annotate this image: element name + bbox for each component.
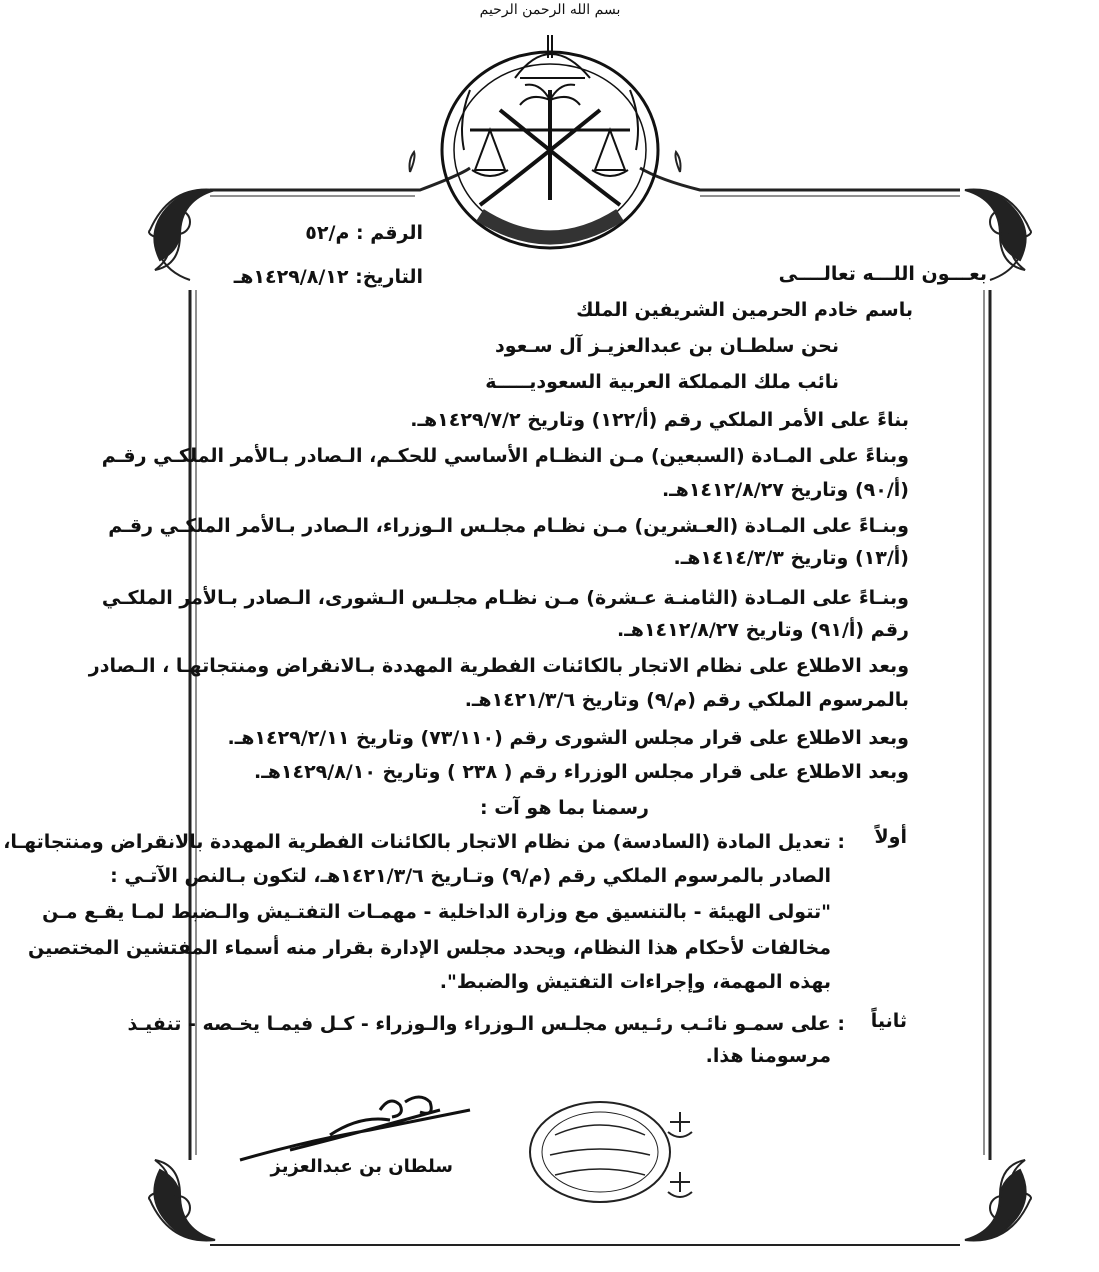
corner-ornament-bottom-left bbox=[149, 1160, 215, 1241]
signatory-name: سلطان بن عبدالعزيز bbox=[270, 1156, 453, 1177]
recital-line: (أ/٩٠) وتاريخ ١٤١٢/٨/٢٧هـ. bbox=[661, 479, 909, 501]
stamp-emblem-icon bbox=[660, 1102, 700, 1212]
article-line: : تعديل المادة (السادسة) من نظام الاتجار بالكائنات الفطرية المهددة بالانقراض ومنتجاتهـا، bbox=[3, 831, 845, 853]
article-line: "تتولى الهيئة - بالتنسيق مع وزارة الداخلية - مهمـات التفتـيش والـضبط لمـا يقـع مـن bbox=[42, 901, 831, 923]
saudi-royal-emblem-icon bbox=[442, 35, 658, 248]
article-label: ثانياً bbox=[870, 1010, 907, 1032]
basmala: بسم الله الرحمن الرحيم bbox=[479, 2, 621, 18]
recital-line: وبنـاءً على المـادة (الثامنـة عـشرة) مـن نظـام مجلـس الـشورى، الـصادر بـالأمر الملكـي bbox=[101, 587, 909, 609]
preamble-line: بعـــون اللـــه تعالــــى bbox=[778, 263, 987, 285]
recital-line: وبعد الاطلاع على قرار مجلس الشورى رقم (٧٣/١١٠) وتاريخ ١٤٢٩/٢/١١هـ. bbox=[227, 727, 909, 749]
article-line: مرسومنا هذا. bbox=[705, 1045, 831, 1067]
article-line: بهذه المهمة، وإجراءات التفتيش والضبط". bbox=[439, 971, 831, 993]
preamble-line: نحن سلطـان بن عبدالعزيـز آل سـعود bbox=[495, 335, 839, 357]
article-line: مخالفات لأحكام هذا النظام، ويحدد مجلس الإدارة بقرار منه أسماء المفتشين المختصين bbox=[27, 937, 831, 959]
official-stamp-icon bbox=[525, 1095, 675, 1210]
recital-line: وبناءً على المـادة (السبعين) مـن النظـام الأساسي للحكـم، الـصادر بـالأمر الملكـي رقـم bbox=[101, 445, 909, 467]
article-line: : على سمـو نائـب رئـيس مجلـس الـوزراء والـوزراء - كـل فيمـا يخـصه - تنفيـذ bbox=[127, 1013, 845, 1035]
preamble-line: باسم خادم الحرمين الشريفين الملك bbox=[576, 299, 913, 321]
decree-number: الرقم : م/٥٢ bbox=[305, 222, 423, 244]
preamble-line: نائب ملك المملكة العربية السعوديـــــة bbox=[485, 371, 839, 393]
article-line: الصادر بالمرسوم الملكي رقم (م/٩) وتـاريخ ١٤٢١/٣/٦هـ، لتكون بـالنص الآتـي : bbox=[110, 865, 831, 887]
decree-formula: رسمنا بما هو آت : bbox=[479, 797, 649, 819]
recital-line: بالمرسوم الملكي رقم (م/٩) وتاريخ ١٤٢١/٣/٦هـ. bbox=[464, 689, 909, 711]
corner-ornament-bottom-right bbox=[965, 1160, 1031, 1241]
recital-line: رقم (أ/٩١) وتاريخ ١٤١٢/٨/٢٧هـ. bbox=[617, 619, 909, 641]
recital-line: وبعد الاطلاع على نظام الاتجار بالكائنات الفطرية المهددة بـالانقراض ومنتجاتهـا ، الـصادر bbox=[88, 655, 909, 677]
recital-line: وبنـاءً على المـادة (العـشرين) مـن نظـام مجلـس الـوزراء، الـصادر بـالأمر الملكـي رقـم bbox=[108, 515, 909, 537]
corner-ornament-top-left bbox=[149, 190, 215, 281]
decree-date: التاريخ: ١٤٢٩/٨/١٢هـ bbox=[233, 266, 423, 288]
recital-line: بناءً على الأمر الملكي رقم (أ/١٢٢) وتاريخ ١٤٢٩/٧/٢هـ. bbox=[410, 409, 909, 431]
recital-line: وبعد الاطلاع على قرار مجلس الوزراء رقم ( ٢٣٨ ) وتاريخ ١٤٢٩/٨/١٠هـ. bbox=[253, 761, 909, 783]
article-label: أولاً bbox=[874, 826, 907, 848]
recital-line: (أ/١٣) وتاريخ ١٤١٤/٣/٣هـ. bbox=[673, 547, 909, 569]
